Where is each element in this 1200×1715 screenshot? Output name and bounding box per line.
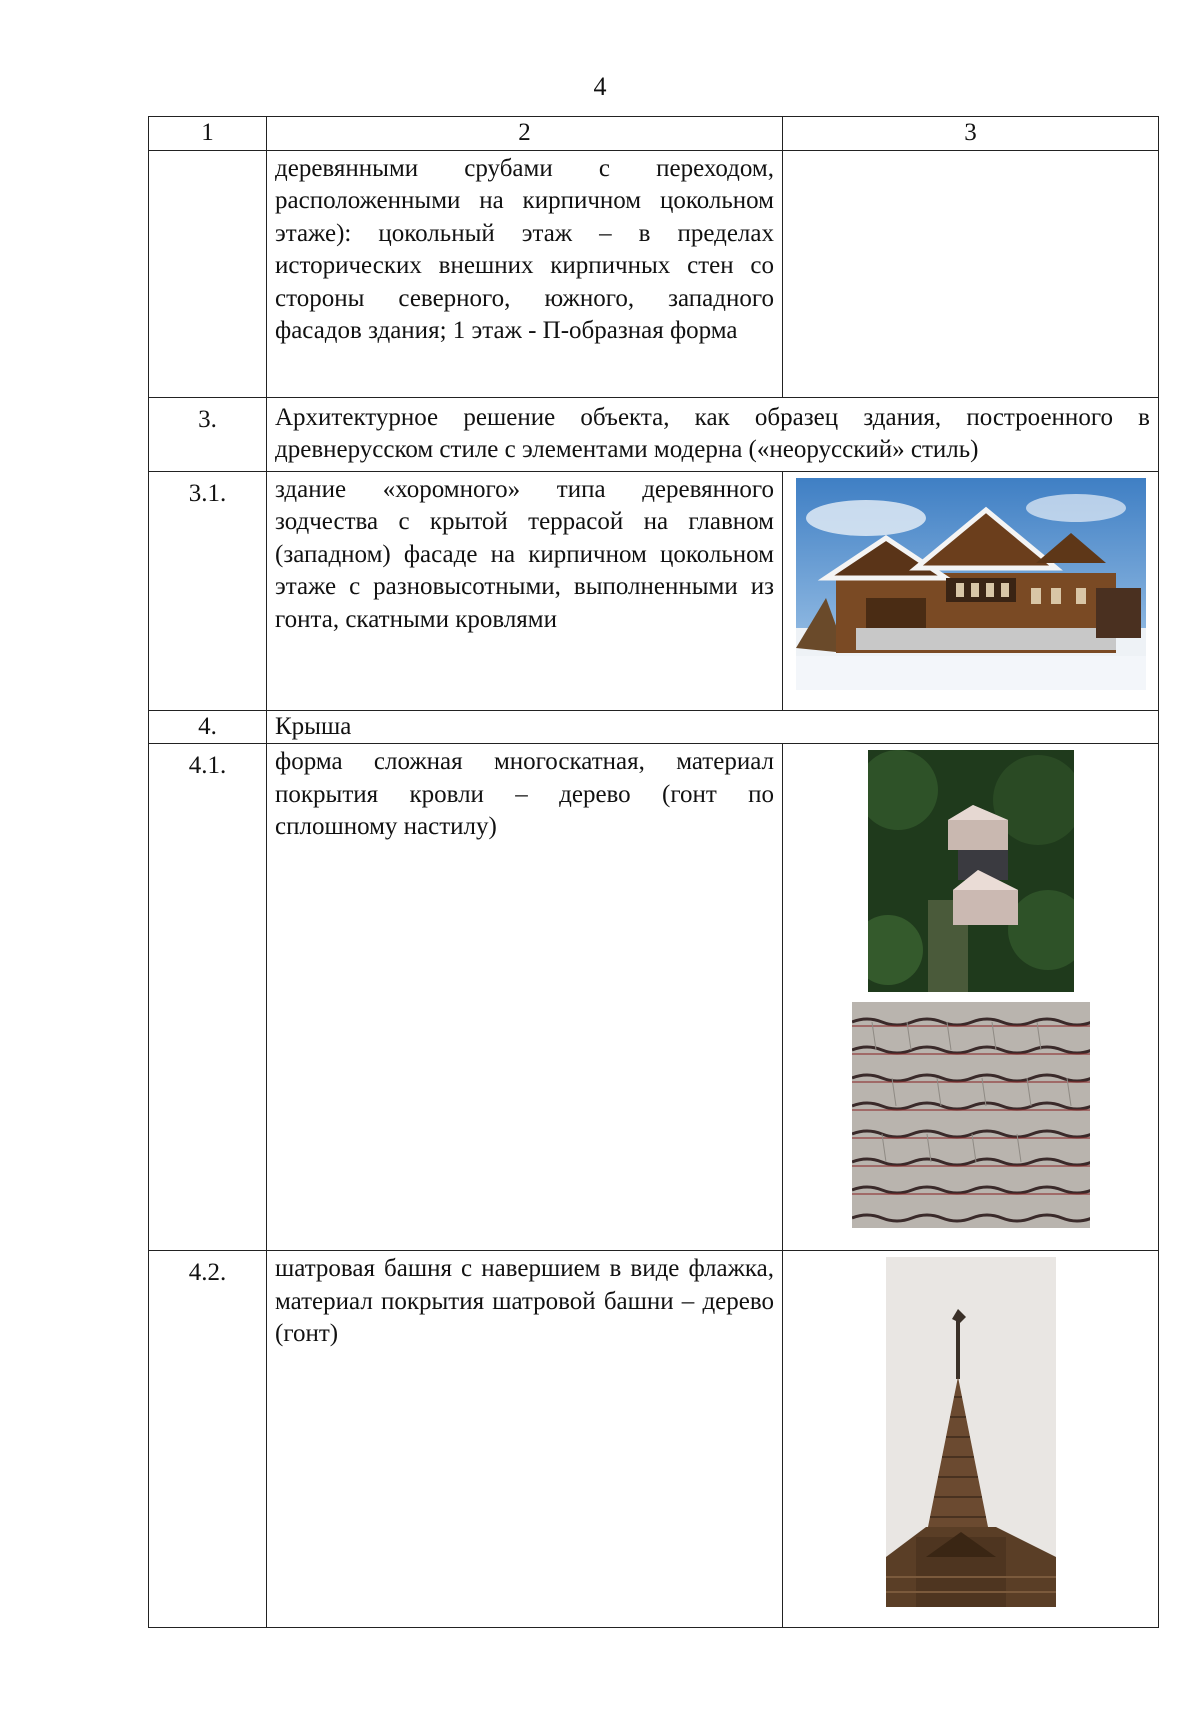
header-col-1: 1 (149, 117, 267, 151)
row-description: шатровая башня с навершием в виде флажка, материал покрытия шатровой башни – дерево (гонт) (267, 1251, 783, 1628)
shingle-texture-photo (852, 1002, 1090, 1228)
header-col-3: 3 (783, 117, 1159, 151)
document-table (148, 116, 1159, 1628)
row-number: 4.2. (149, 1251, 267, 1628)
row-image-cell (783, 150, 1159, 397)
row-description: форма сложная многоскатная, материал покрытия кровли – дерево (гонт по сплошному настилу) (267, 744, 783, 1251)
row-image-cell (783, 1251, 1159, 1628)
table-row (149, 744, 1159, 1251)
table-row (149, 397, 1159, 471)
row-number: 3. (149, 397, 267, 471)
row-number (149, 150, 267, 397)
section-heading: Архитектурное решение объекта, как образец здания, построенного в древнерусском стиле с элементами модерна («неорусский» стиль) (267, 397, 1159, 471)
tower-spire-photo (886, 1257, 1056, 1607)
row-description: здание «хоромного» типа деревянного зодчества с крытой террасой на главном (западном) фасаде на кирпичном цокольном этаже с разновысотными, выполненными из гонта, скатными кровлями (267, 471, 783, 710)
row-number: 4. (149, 710, 267, 744)
row-number: 3.1. (149, 471, 267, 710)
page-number: 4 (593, 72, 607, 101)
aerial-roof-photo (868, 750, 1074, 992)
table-header-row (149, 117, 1159, 151)
row-image-cell (783, 471, 1159, 710)
section-heading: Крыша (267, 710, 1159, 744)
row-description: деревянными срубами с переходом, расположенными на кирпичном цокольном этаже): цокольный этаж – в пределах исторических внешних кирпичных стен со стороны северного, южного, западного фасадов здания; 1 этаж - П-образная форма (267, 150, 783, 397)
row-image-cell (783, 744, 1159, 1251)
row-number: 4.1. (149, 744, 267, 1251)
table-row (149, 710, 1159, 744)
table-row (149, 1251, 1159, 1628)
header-col-2: 2 (267, 117, 783, 151)
table-row (149, 471, 1159, 710)
table-row (149, 150, 1159, 397)
house-photo (796, 478, 1146, 690)
